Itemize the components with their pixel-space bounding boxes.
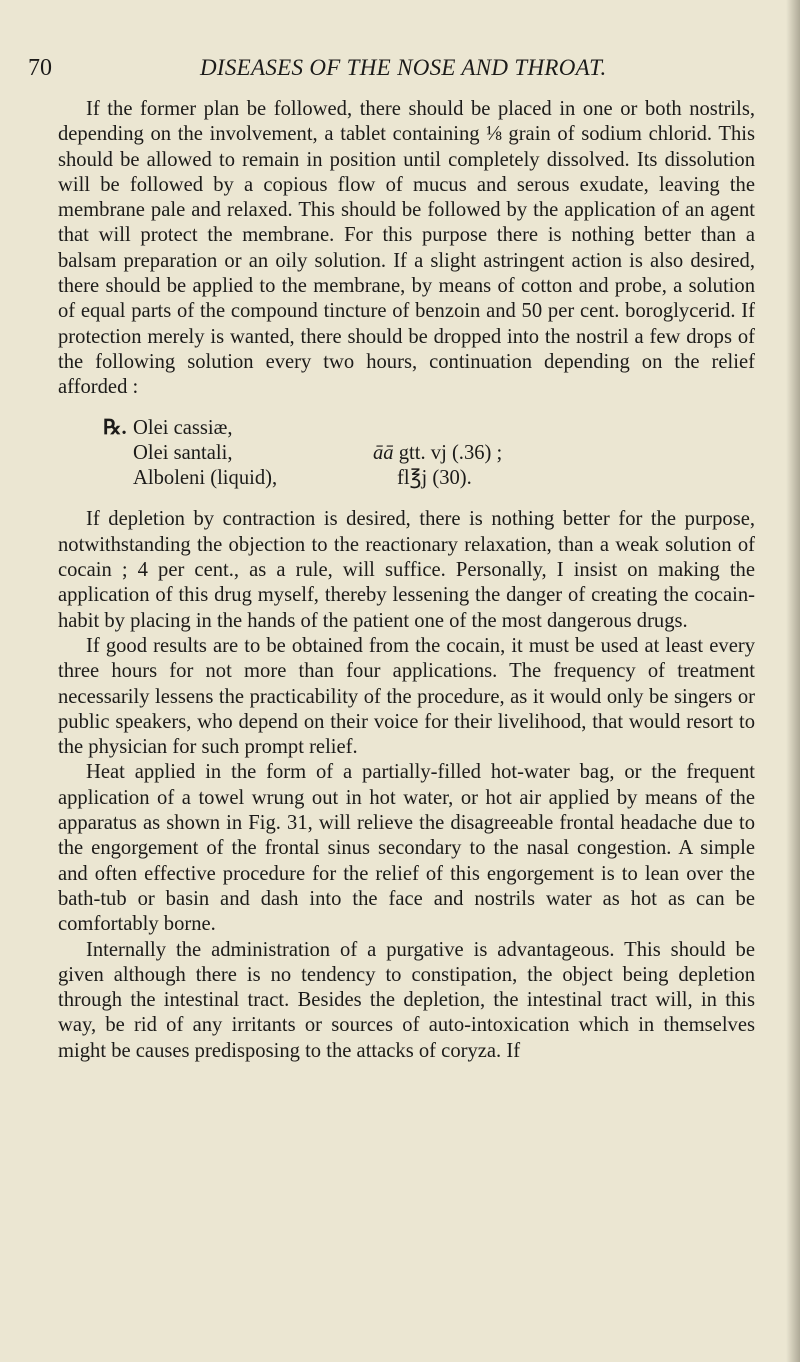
prescription-row	[103, 466, 755, 491]
page-edge-shadow	[786, 0, 800, 1362]
ingredient-name: Olei cassiæ,	[133, 416, 233, 439]
recipe-symbol: ℞.	[103, 416, 127, 439]
prescription	[103, 416, 755, 492]
ingredient-quantity	[397, 466, 472, 491]
prescription-row	[103, 441, 755, 466]
running-title: DISEASES OF THE NOSE AND THROAT.	[200, 55, 607, 80]
ingredient-name: Alboleni (liquid),	[133, 467, 278, 490]
paragraph: If good results are to be obtained from the cocain, it must be used at least every three hours for not more than four applications. The frequency of treatment necessarily lessens the practicability of the procedure, as it would only be singers or public speakers, who depend on their voice for their livelihood, that would resort to the physician for such prompt relief.	[58, 634, 755, 759]
paragraph: If the former plan be followed, there should be placed in one or both nostrils, depending on the involvement, a tablet containing ⅛ grain of sodium chlorid. This should be allowed to remain in position until completely dissolved. Its dissolution will be followed by a copious flow of mucus and serous exudate, leaving the membrane pale and relaxed. This should be followed by the application of an agent that will protect the membrane. For this purpose there is nothing better than a balsam preparation or an oily solution. If a slight astringent action is also desired, there should be applied to the membrane, by means of cotton and probe, a solution of equal parts of the compound tincture of benzoin and 50 per cent. boroglycerid. If protection merely is wanted, there should be dropped into the nostril a few drops of the following solution every two hours, continuation depending on the relief afforded :	[58, 98, 755, 399]
dose: gtt. vj (.36) ;	[398, 441, 503, 464]
paragraph: If depletion by contraction is desired, there is nothing better for the purpose, notwithstanding the objection to the reactionary relaxation, than a weak solution of cocain ; 4 per cent., as a rule, will suffice. Personally, I insist on making the application of this drug myself, thereby lessening the danger of creating the cocain-habit by placing in the hands of the patient one of the most dangerous drugs.	[58, 508, 755, 632]
paragraph: Heat applied in the form of a partially-filled hot-water bag, or the frequent application of a towel wrung out in hot water, or hot air applied by means of the apparatus as shown in Fig. 31, will relieve the disagreeable frontal headache due to the engorgement of the frontal sinus secondary to the nasal congestion. A simple and often effective procedure for the relief of this engorgement is to lean over the bath-tub or basin and dash into the face and nostrils water as hot as can be comfortably borne.	[58, 761, 755, 936]
ana-mark: āā	[373, 441, 394, 464]
paragraph: Internally the administration of a purgative is advantageous. This should be given although there is no tendency to constipation, the object being depletion through the intestinal tract. Besides the depletion, the intestinal tract will, in this way, be rid of any irritants or sources of auto-intoxication which in themselves might be causes predisposing to the attacks of coryza. If	[58, 938, 755, 1062]
page-body	[58, 97, 755, 1064]
dose: fl℥j (30).	[397, 467, 472, 490]
ingredient-quantity	[373, 441, 502, 466]
page-number: 70	[28, 55, 52, 81]
prescription-row	[103, 416, 755, 441]
ingredient-name: Olei santali,	[133, 441, 233, 464]
